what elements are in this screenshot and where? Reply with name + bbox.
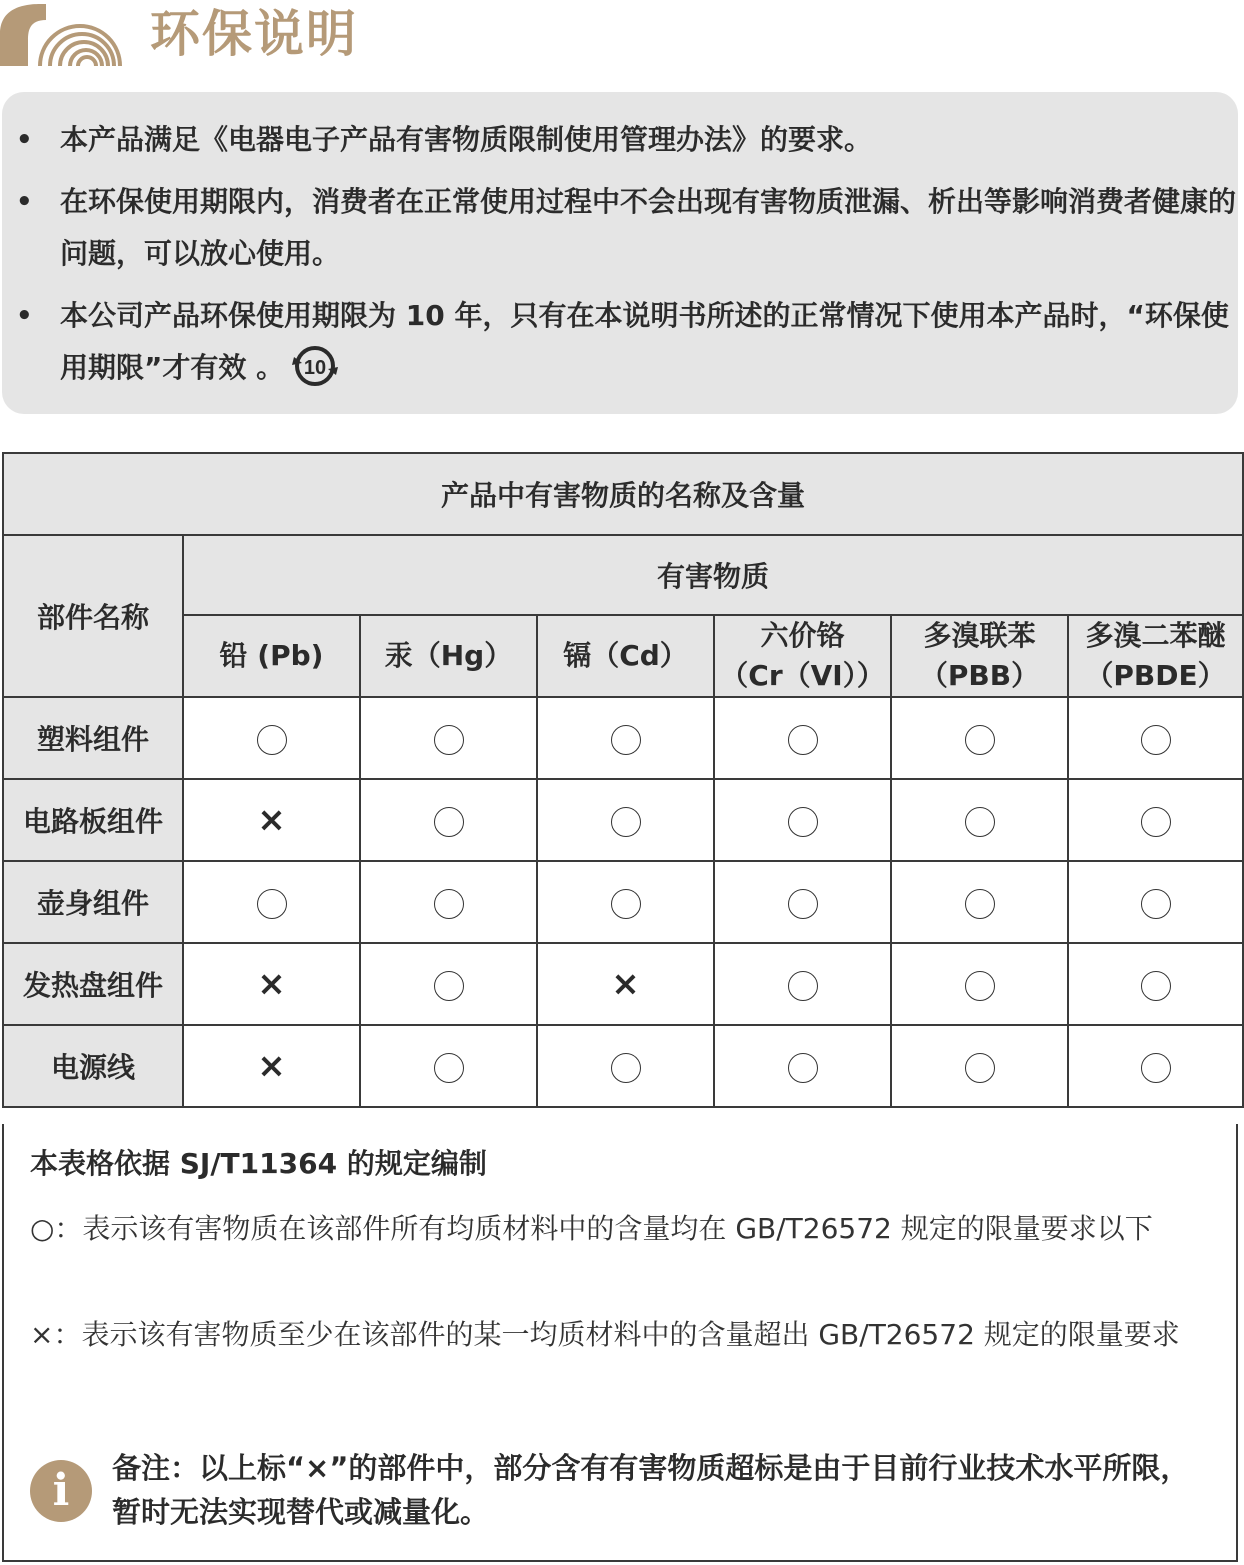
compliant-circle-icon <box>611 725 641 755</box>
substance-mark-cell <box>183 697 360 779</box>
info-icon: i <box>30 1460 92 1522</box>
substance-mark-cell <box>891 861 1068 943</box>
substance-mark-cell <box>1068 1025 1243 1107</box>
circle-note: ○：表示该有害物质在该部件所有均质材料中的含量均在 GB/T26572 规定的限量要求以下 <box>30 1212 1153 1245</box>
substance-mark-cell <box>891 779 1068 861</box>
column-header-line: 镉（Cd） <box>563 639 688 672</box>
part-name-cell: 电源线 <box>3 1025 183 1107</box>
compliant-circle-icon <box>965 889 995 919</box>
compliant-circle-icon <box>965 971 995 1001</box>
badge-number: 10 <box>304 357 327 379</box>
substance-mark-cell <box>891 1025 1068 1107</box>
notice-list <box>2 114 1238 404</box>
eco-period-10-icon <box>288 343 342 389</box>
substance-mark-cell <box>1068 861 1243 943</box>
compliant-circle-icon <box>788 1053 818 1083</box>
compliant-circle-icon <box>965 807 995 837</box>
cross-note: ×：表示该有害物质至少在该部件的某一均质材料中的含量超出 GB/T26572 规定的限量要求 <box>30 1318 1180 1351</box>
column-header-line: （PBB） <box>919 659 1040 692</box>
substance-mark-cell <box>537 1025 714 1107</box>
compliant-circle-icon <box>788 725 818 755</box>
column-header <box>1068 615 1243 697</box>
compliant-circle-icon <box>434 889 464 919</box>
substance-mark-cell <box>183 779 360 861</box>
page-header <box>0 0 1244 78</box>
substance-mark-cell <box>183 1025 360 1107</box>
hazardous-substances-table <box>2 452 1244 1108</box>
exceeds-cross-icon: × <box>257 964 286 1004</box>
part-name-header: 部件名称 <box>3 535 183 697</box>
substance-mark-cell <box>360 861 537 943</box>
column-header <box>714 615 891 697</box>
compliant-circle-icon <box>788 807 818 837</box>
substance-mark-cell <box>537 697 714 779</box>
part-name-cell: 壶身组件 <box>3 861 183 943</box>
part-name-cell: 电路板组件 <box>3 779 183 861</box>
substance-mark-cell <box>714 1025 891 1107</box>
substance-mark-cell <box>360 943 537 1025</box>
column-header-line: 六价铬 <box>760 619 845 652</box>
substance-mark-cell <box>714 861 891 943</box>
table-caption: 产品中有害物质的名称及含量 <box>3 453 1243 535</box>
part-name-cell: 发热盘组件 <box>3 943 183 1025</box>
compliant-circle-icon <box>434 725 464 755</box>
substance-mark-cell <box>714 779 891 861</box>
substance-mark-cell <box>891 943 1068 1025</box>
table-row <box>3 1025 1243 1107</box>
substance-mark-cell <box>1068 779 1243 861</box>
notice-item <box>2 290 1238 394</box>
notice-panel <box>2 92 1238 414</box>
column-header-line: 铅 (Pb) <box>219 639 324 672</box>
compliant-circle-icon <box>1141 1053 1171 1083</box>
compliant-circle-icon <box>788 971 818 1001</box>
notes-title: 本表格依据 SJ/T11364 的规定编制 <box>30 1147 487 1180</box>
substance-mark-cell <box>183 861 360 943</box>
substance-mark-cell <box>360 779 537 861</box>
page-title: 环保说明 <box>150 5 358 63</box>
table-row <box>3 697 1243 779</box>
compliant-circle-icon <box>434 971 464 1001</box>
column-header-line: 汞（Hg） <box>384 639 513 672</box>
notes-panel <box>2 1124 1238 1562</box>
compliant-circle-icon <box>965 725 995 755</box>
compliant-circle-icon <box>611 1053 641 1083</box>
compliant-circle-icon <box>434 1053 464 1083</box>
column-header-line: 多溴二苯醚 <box>1085 619 1226 652</box>
substance-mark-cell <box>1068 697 1243 779</box>
exceeds-cross-icon: × <box>257 800 286 840</box>
notice-item <box>2 114 1238 166</box>
table-row <box>3 861 1243 943</box>
notice-item-text: 本公司产品环保使用期限为 10 年，只有在本说明书所述的正常情况下使用本产品时，“环保使用期限”才有效 。 <box>60 299 1229 384</box>
substance-mark-cell <box>537 943 714 1025</box>
substance-mark-cell <box>537 861 714 943</box>
compliant-circle-icon <box>1141 725 1171 755</box>
exceeds-cross-icon: × <box>257 1046 286 1086</box>
substance-mark-cell <box>1068 943 1243 1025</box>
notice-item-text: 本产品满足《电器电子产品有害物质限制使用管理办法》的要求。 <box>60 123 873 156</box>
column-header <box>891 615 1068 697</box>
table-row <box>3 943 1243 1025</box>
substance-mark-cell <box>183 943 360 1025</box>
compliant-circle-icon <box>434 807 464 837</box>
notice-item <box>2 176 1238 280</box>
bullet-dot: • <box>16 125 33 155</box>
substance-mark-cell <box>360 697 537 779</box>
part-name-cell: 塑料组件 <box>3 697 183 779</box>
compliant-circle-icon <box>1141 889 1171 919</box>
substance-group-header: 有害物质 <box>183 535 1243 615</box>
column-header <box>360 615 537 697</box>
column-header <box>183 615 360 697</box>
compliant-circle-icon <box>788 889 818 919</box>
compliant-circle-icon <box>965 1053 995 1083</box>
column-header-line: （Cr（VI）） <box>720 659 885 692</box>
substance-mark-cell <box>714 943 891 1025</box>
compliant-circle-icon <box>1141 971 1171 1001</box>
exceeds-cross-icon: × <box>611 964 640 1004</box>
substance-mark-cell <box>891 697 1068 779</box>
substance-mark-cell <box>360 1025 537 1107</box>
table-row <box>3 779 1243 861</box>
column-header-line: 多溴联苯 <box>923 619 1036 652</box>
column-header-line: （PBDE） <box>1085 659 1226 692</box>
column-header <box>537 615 714 697</box>
compliant-circle-icon <box>611 889 641 919</box>
remark-text: 备注：以上标“×”的部件中，部分含有有害物质超标是由于目前行业技术水平所限，暂时无法实现替代或减量化。 <box>112 1451 1190 1529</box>
bullet-dot: • <box>16 187 33 217</box>
compliant-circle-icon <box>611 807 641 837</box>
substance-mark-cell <box>714 697 891 779</box>
compliant-circle-icon <box>257 889 287 919</box>
compliant-circle-icon <box>257 725 287 755</box>
compliant-circle-icon <box>1141 807 1171 837</box>
substance-mark-cell <box>537 779 714 861</box>
rainbow-logo-icon <box>0 0 130 66</box>
notice-item-text: 在环保使用期限内，消费者在正常使用过程中不会出现有害物质泄漏、析出等影响消费者健康的问题，可以放心使用。 <box>60 185 1237 270</box>
bullet-dot: • <box>16 301 33 331</box>
